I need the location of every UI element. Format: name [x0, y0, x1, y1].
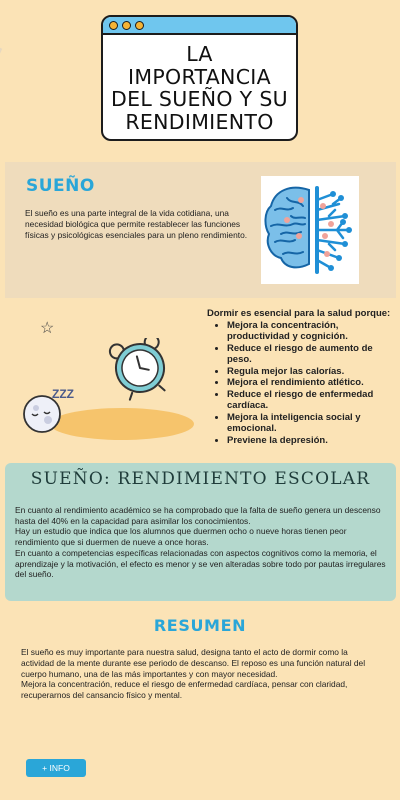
sueno-text: El sueño es una parte integral de la vida cotidiana, una necesidad biológica que permite restablecer las funciones físicas y psicológicas esenciales para un pleno rendimiento. [25, 208, 248, 240]
resumen-heading: RESUMEN [153, 616, 247, 635]
paragraph: Mejora la concentración, reduce el riesgo de enfermedad cardíaca, pensar con claridad, recuperarnos del cansancio físico y mental. [21, 679, 348, 701]
page-title [103, 43, 296, 133]
list-item: • Mejora el rendimiento atlético. [227, 377, 393, 389]
window-dot-icon [122, 21, 131, 30]
star-icon: ☆ [40, 320, 55, 337]
sleep-clock-illustration [22, 338, 202, 448]
rendimiento-text [15, 505, 387, 580]
list-item: • Reduce el riesgo de aumento de peso. [227, 343, 393, 366]
paragraph: El sueño es muy importante para nuestra salud, designa tanto el acto de dormir como la actividad de la mente durante ese periodo de descanso. El reposo es una función natural del cuerpo humano, una de las más importantes y con mayor necesidad. [21, 647, 366, 679]
sleep-zzz-text: ZZZ [52, 387, 74, 401]
info-button[interactable]: + INFO [26, 759, 86, 777]
resumen-text [21, 647, 381, 701]
title-line: LA [186, 42, 213, 66]
paragraph: En cuanto al rendimiento académico se ha comprobado que la falta de sueño genera un descenso hasta del 40% en la capacidad para asimilar los conocimientos. [15, 505, 381, 526]
decorative-arc [0, 0, 77, 77]
benefits-list [207, 320, 393, 447]
brain-illustration [261, 176, 359, 284]
title-line: DEL SUEÑO Y SU [111, 87, 288, 111]
essential-list [207, 308, 393, 446]
window-dot-icon [135, 21, 144, 30]
list-item: • Mejora la inteligencia social y emocional. [227, 412, 393, 435]
title-line: IMPORTANCIA [128, 64, 271, 89]
window-titlebar [103, 17, 296, 35]
paragraph: Hay un estudio que indica que los alumnos que duermen ocho o nueve horas tienen peor rendimiento que si duermen de nueve a once horas. [15, 526, 347, 548]
list-item: • Previene la depresión. [227, 435, 393, 447]
title-window [101, 15, 298, 141]
sueno-heading: SUEÑO [26, 176, 95, 196]
list-item: • Reduce el riesgo de enfermedad cardíaca. [227, 389, 393, 412]
rendimiento-heading: SUEÑO: RENDIMIENTO ESCOLAR [30, 469, 371, 489]
title-line: RENDIMIENTO [125, 109, 274, 134]
list-item: • Mejora la concentración, productividad y cognición. [227, 320, 393, 343]
window-dot-icon [109, 21, 118, 30]
list-item: • Regula mejor las calorías. [227, 366, 393, 378]
essential-intro: Dormir es esencial para la salud porque: [207, 308, 391, 319]
paragraph: En cuanto a competencias específicas relacionadas con aspectos cognitivos como la memoria, el aprendizaje y la motivación, el efecto es menor y se ven alteradas sobre todo por pautas irregulares del sueño. [15, 547, 386, 580]
